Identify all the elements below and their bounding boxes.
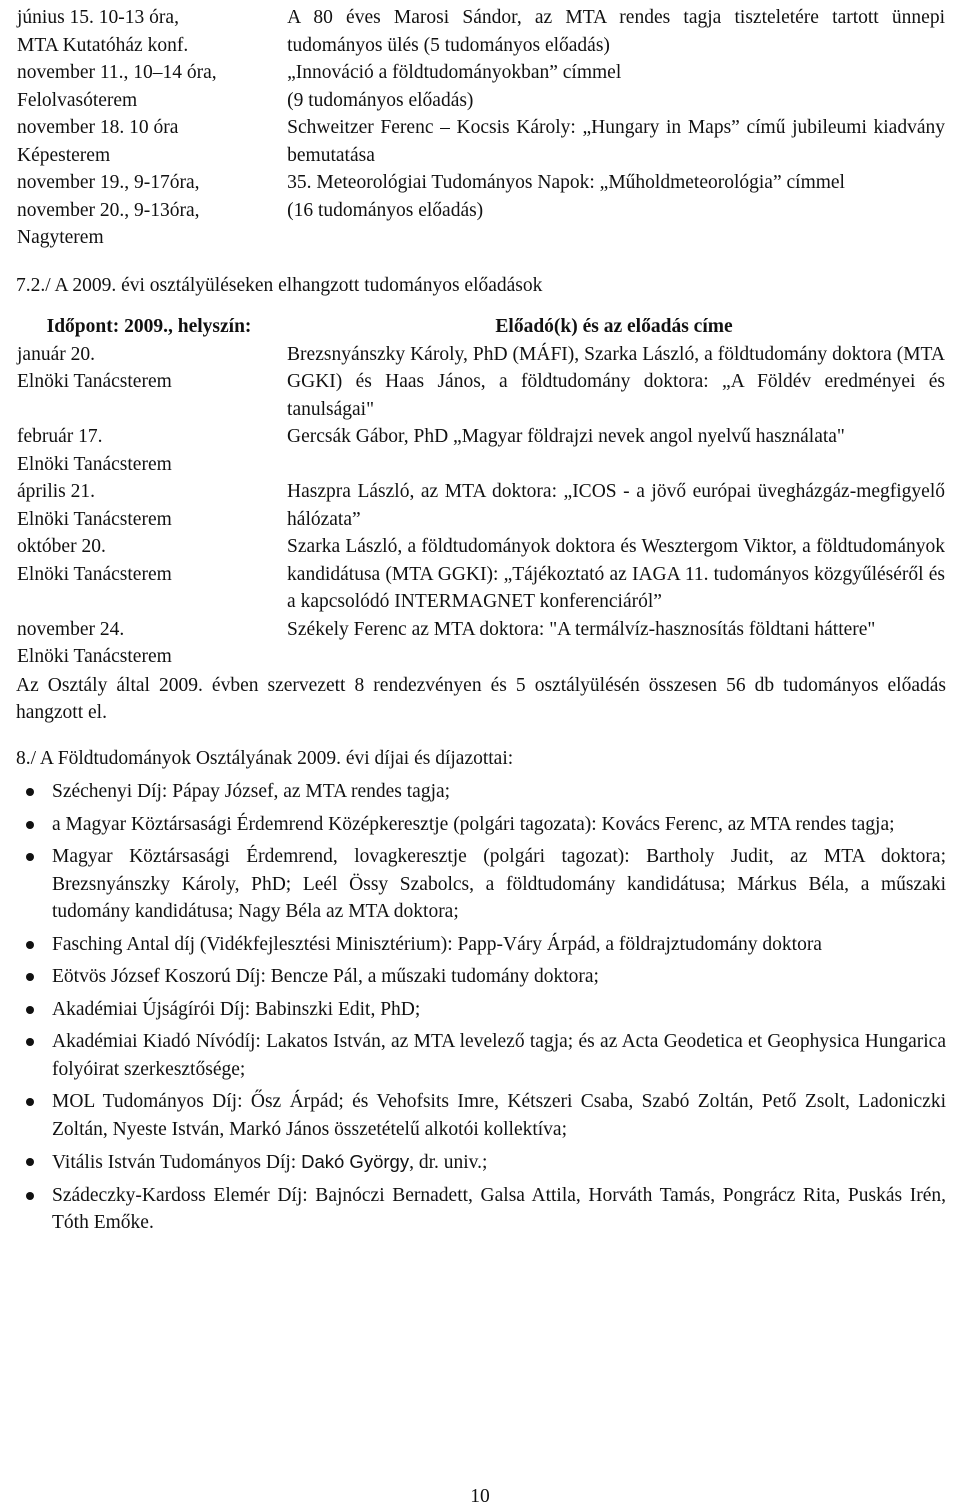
event-what: 35. Meteorológiai Tudományos Napok: „Műholdmeteorológia” címmel (16 tudományos előadás): [287, 172, 845, 221]
list-item: Fasching Antal díj (Vidékfejlesztési Minisztérium): Papp-Váry Árpád, a földrajztudomány doktora: [16, 931, 946, 959]
table-row: [16, 341, 946, 424]
summary-paragraph: Az Osztály által 2009. évben szervezett 8 rendezvényen és 5 osztályülésén összesen 56 db tudományos előadás hangzott el.: [16, 674, 946, 723]
lecture-when: január 20. Elnöki Tanácsterem: [17, 343, 172, 392]
list-item: Vitális István Tudományos Díj: Dakó György, dr. univ.;: [16, 1148, 946, 1177]
bullet-icon: [26, 1098, 34, 1106]
table-row: [16, 59, 946, 114]
lecture-talk: Gercsák Gábor, PhD „Magyar földrajzi nevek angol nyelvű használata": [287, 426, 845, 447]
bullet-icon: [26, 1158, 34, 1166]
table-row: [16, 169, 946, 252]
list-item: Magyar Köztársasági Érdemrend, lovagkeresztje (polgári tagozat): Bartholy Judit, az MTA doktora; Brezsnyánszky Károly, PhD; Leél Össy Szabolcs, a földtudomány kandidátusa; Márkus Béla, a műszaki tudomány kandidátusa; Nagy Béla az MTA doktora;: [16, 843, 946, 926]
event-what: Schweitzer Ferenc – Kocsis Károly: „Hungary in Maps” című jubileumi kiadvány bemutatása: [287, 117, 945, 166]
bullet-icon: [26, 821, 34, 829]
list-item: a Magyar Köztársasági Érdemrend Középkeresztje (polgári tagozata): Kovács Ferenc, az MTA rendes tagja;: [16, 811, 946, 839]
event-what: A 80 éves Marosi Sándor, az MTA rendes tagja tiszteletére tartott ünnepi tudományos ülés (5 tudományos előadás): [287, 7, 945, 56]
list-item: Eötvös József Koszorú Díj: Bencze Pál, a műszaki tudomány doktora;: [16, 963, 946, 991]
list-item: Széchenyi Díj: Pápay József, az MTA rendes tagja;: [16, 778, 946, 806]
bullet-icon: [26, 853, 34, 861]
lecture-when: november 24. Elnöki Tanácsterem: [17, 618, 172, 667]
lecture-when: február 17. Elnöki Tanácsterem: [17, 426, 172, 475]
table-row: [16, 114, 946, 169]
bullet-icon: [26, 1192, 34, 1200]
awards-list: [16, 778, 946, 1237]
lecture-talk: Székely Ferenc az MTA doktora: "A termálvíz-hasznosítás földtani háttere": [287, 618, 876, 640]
section-heading: 7.2./ A 2009. évi osztályüléseken elhangzott tudományos előadások: [16, 274, 543, 296]
table-row: [16, 423, 946, 478]
table-row: [16, 4, 946, 59]
table-row: [16, 478, 946, 533]
lecture-talk: Brezsnyánszky Károly, PhD (MÁFI), Szarka László, a földtudomány doktora (MTA GGKI) és Haas János, a földtudomány doktora: „A Földév eredményei és tanulságai": [287, 343, 945, 420]
lecture-talk: Haszpra László, az MTA doktora: „ICOS - a jövő európai üvegházgáz-megfigyelő hálózata”: [287, 481, 945, 530]
bullet-icon: [26, 1038, 34, 1046]
event-when: november 18. 10 óra Képesterem: [17, 117, 179, 166]
bullet-icon: [26, 788, 34, 796]
lecture-when: április 21. Elnöki Tanácsterem: [17, 481, 172, 530]
lecture-when: október 20. Elnöki Tanácsterem: [17, 536, 172, 585]
list-item: Akadémiai Kiadó Nívódíj: Lakatos István, az MTA levelező tagja; és az Acta Geodetica et Geophysica Hungarica folyóirat szerkesztősége;: [16, 1028, 946, 1083]
bullet-icon: [26, 1006, 34, 1014]
events-table: [16, 4, 946, 252]
lectures-table: [16, 313, 946, 671]
lecture-talk: Szarka László, a földtudományok doktora és Wesztergom Viktor, a földtudományok kandidátusa (MTA GGKI): „Tájékoztató az IAGA 11. tudományos közgyűléséről és a kapcsolódó INTERMAGNET konferenciáról”: [287, 536, 945, 612]
bullet-icon: [26, 973, 34, 981]
table-row: [16, 616, 946, 671]
section-heading: 8./ A Földtudományok Osztályának 2009. évi díjai és díjazottai:: [16, 747, 514, 769]
bullet-icon: [26, 941, 34, 949]
event-what: „Innováció a földtudományokban” címmel (9 tudományos előadás): [287, 62, 622, 111]
event-when: november 11., 10–14 óra, Felolvasóterem: [17, 62, 217, 111]
column-header-date-place: Időpont: 2009., helyszín:: [46, 316, 252, 337]
column-header-speaker-title: Előadó(k) és az előadás címe: [495, 316, 733, 337]
awardee-name: Dakó György: [301, 1151, 410, 1172]
list-item: Akadémiai Újságírói Díj: Babinszki Edit, PhD;: [16, 996, 946, 1024]
table-header-row: [16, 313, 946, 341]
page-number: 10: [470, 1486, 490, 1507]
event-when: június 15. 10-13 óra, MTA Kutatóház konf.: [17, 7, 189, 56]
list-item: Szádeczky-Kardoss Elemér Díj: Bajnóczi Bernadett, Galsa Attila, Horváth Tamás, Pongrácz Rita, Puskás Irén, Tóth Emőke.: [16, 1182, 946, 1237]
table-row: [16, 533, 946, 616]
event-when: november 19., 9-17óra, november 20., 9-13óra, Nagyterem: [17, 172, 200, 248]
document-page: [16, 4, 946, 1242]
list-item: MOL Tudományos Díj: Ősz Árpád; és Vehofsits Imre, Kétszeri Csaba, Szabó Zoltán, Pető Zsolt, Ladoniczki Zoltán, Nyeste István, Markó János összetételű alkotói kollektíva;: [16, 1088, 946, 1143]
